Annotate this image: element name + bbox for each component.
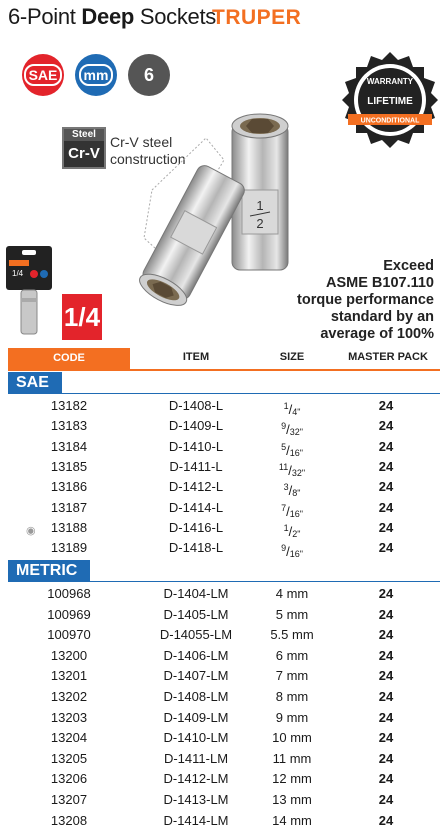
code-cell: 13189 (50, 540, 88, 556)
code-cell: 13183 (50, 418, 88, 434)
exceed-line-3: torque performance (297, 292, 434, 308)
table-row (8, 498, 440, 518)
title-prefix: 6-Point (8, 4, 82, 29)
item-cell: D-1404-LM (163, 586, 229, 601)
code-cell: 100969 (47, 606, 91, 622)
table-row (8, 518, 440, 538)
table-row (8, 584, 440, 604)
section-metric: METRIC (8, 560, 90, 582)
master-pack-cell: 24 (378, 586, 394, 601)
size-cell: 9 mm (275, 709, 309, 725)
size-numerator: 3 (283, 482, 289, 493)
item-cell: D-1412-L (168, 479, 224, 495)
svg-text:2: 2 (256, 216, 264, 231)
size-cell: 8 mm (275, 689, 309, 704)
header-code: CODE (8, 348, 130, 369)
master-pack-cell: 24 (378, 458, 394, 474)
size-numerator: 1 (283, 522, 289, 533)
size-denominator: 32" (291, 467, 306, 478)
size-denominator: 2" (292, 528, 301, 539)
item-cell: D-1408-LM (163, 689, 229, 704)
warranty-bottom: UNCONDITIONAL (360, 117, 420, 125)
table-row (8, 477, 440, 497)
size-slash: / (286, 544, 290, 560)
code-cell: 13206 (50, 771, 88, 787)
brand-logo: TRUPER (212, 6, 302, 29)
six-point-badge (128, 54, 170, 96)
title-suffix: Sockets (134, 4, 217, 29)
size-cell: 5.5 mm (270, 627, 314, 643)
steel-badge-top: Steel (64, 129, 104, 141)
six-point-label: 6 (143, 64, 154, 85)
size-slash: / (286, 442, 290, 458)
master-pack-cell: 24 (378, 668, 394, 684)
code-cell: 13205 (50, 750, 88, 766)
master-pack-cell: 24 (378, 606, 394, 622)
code-cell: 13200 (50, 647, 88, 663)
table-row (8, 605, 440, 625)
exceed-line-1: Exceed (383, 258, 434, 274)
item-cell: D-1405-LM (163, 606, 229, 622)
table-row (8, 769, 440, 789)
table-row (8, 625, 440, 645)
code-cell: 13185 (50, 458, 88, 474)
item-cell: D-1407-LM (163, 668, 229, 684)
size-slash: / (286, 503, 290, 519)
master-pack-cell: 24 (378, 709, 394, 725)
size-cell: 13 mm (272, 792, 312, 807)
master-pack-cell: 24 (378, 812, 394, 828)
table-row (8, 437, 440, 457)
table-row (8, 646, 440, 666)
item-cell: D-1406-LM (163, 647, 229, 663)
master-pack-cell: 24 (378, 750, 394, 766)
package-thumbnail (6, 246, 52, 338)
item-cell: D-1418-L (168, 540, 224, 556)
master-pack-cell: 24 (378, 647, 394, 663)
sae-badge (22, 54, 64, 96)
mm-badge-label: mm (79, 64, 114, 86)
item-cell: D-1410-LM (163, 730, 229, 746)
master-pack-cell: 24 (378, 519, 394, 535)
drive-size-badge: 1/4 (62, 294, 102, 340)
header-master-pack: MASTER PACK (348, 351, 428, 363)
size-cell: 10 mm (272, 730, 312, 746)
eye-icon: ◉ (26, 524, 36, 537)
size-slash: / (288, 523, 293, 539)
size-slash: / (288, 402, 293, 417)
code-cell: 100968 (47, 586, 91, 601)
code-cell: 13207 (50, 792, 88, 807)
master-pack-cell: 24 (378, 771, 394, 787)
asme-standard-note (297, 258, 434, 343)
item-cell: D-1409-L (168, 418, 224, 434)
table-row (8, 708, 440, 728)
table-row (8, 749, 440, 769)
steel-line-1: Cr-V steel (110, 134, 173, 150)
item-cell: D-1414-LM (163, 812, 229, 828)
code-cell: 13186 (50, 479, 88, 495)
item-cell: D-1409-LM (163, 709, 229, 725)
table-row (8, 687, 440, 707)
size-numerator: 11 (278, 461, 289, 472)
code-cell: 13208 (50, 812, 88, 828)
warranty-seal-icon (340, 50, 440, 150)
size-denominator: 32" (289, 427, 303, 438)
item-cell: D-1416-L (168, 519, 224, 535)
warranty-top: WARRANTY (366, 77, 414, 86)
page-title (8, 4, 216, 30)
size-numerator: 5 (281, 441, 287, 452)
exceed-line-4: standard by an (330, 309, 434, 325)
master-pack-cell: 24 (378, 627, 394, 643)
steel-badge-main: Cr-V (68, 145, 100, 162)
exceed-line-2: ASME B107.110 (325, 275, 434, 291)
item-cell: D-14055-LM (159, 627, 233, 643)
master-pack-cell: 24 (378, 792, 394, 807)
size-cell: 7 mm (275, 668, 309, 684)
size-cell: 12 mm (272, 771, 312, 787)
size-slash: / (288, 483, 293, 499)
size-slash: / (286, 422, 290, 438)
master-pack-cell: 24 (378, 479, 394, 495)
cr-v-steel-badge (62, 127, 106, 169)
sae-badge-label: SAE (24, 64, 63, 86)
size-denominator: 16" (289, 447, 303, 458)
table-row (8, 396, 440, 416)
table-row (8, 666, 440, 686)
size-cell: 4 mm (275, 586, 309, 601)
item-cell: D-1408-L (168, 398, 224, 413)
code-cell: 13187 (50, 499, 88, 515)
code-cell: 13182 (50, 398, 88, 413)
size-denominator: 4" (292, 407, 301, 417)
table-row (8, 538, 440, 558)
code-cell: 13188 (50, 519, 88, 535)
size-denominator: 16" (289, 549, 303, 560)
code-cell: 13201 (50, 668, 88, 684)
item-cell: D-1414-L (168, 499, 224, 515)
size-cell (252, 538, 332, 564)
item-cell: D-1411-L (169, 458, 223, 474)
master-pack-cell: 24 (378, 540, 394, 556)
section-divider (8, 393, 440, 394)
size-numerator: 9 (281, 421, 287, 432)
code-cell: 13184 (50, 438, 88, 454)
size-slash: / (288, 462, 292, 478)
item-cell: D-1411-LM (163, 750, 229, 766)
section-divider (8, 581, 440, 582)
master-pack-cell: 24 (378, 398, 394, 413)
item-cell: D-1412-LM (163, 771, 229, 787)
exceed-line-5: average of 100% (320, 326, 434, 342)
code-cell: 13202 (50, 689, 88, 704)
code-cell: 100970 (47, 627, 91, 643)
master-pack-cell: 24 (378, 418, 394, 434)
size-cell: 11 mm (272, 750, 312, 766)
table-row (8, 790, 440, 810)
master-pack-cell: 24 (378, 499, 394, 515)
size-denominator: 16" (289, 508, 303, 519)
section-sae: SAE (8, 372, 62, 394)
steel-line-2: construction (110, 151, 186, 167)
svg-text:1/4: 1/4 (12, 269, 24, 278)
size-cell: 6 mm (275, 647, 309, 663)
table-row (8, 457, 440, 477)
title-bold: Deep (81, 4, 135, 29)
table-row (8, 416, 440, 436)
deep-socket-image (136, 108, 316, 308)
size-denominator: 8" (292, 488, 301, 499)
code-cell: 13203 (50, 709, 88, 725)
table-row (8, 728, 440, 748)
size-numerator: 7 (281, 502, 287, 513)
svg-text:1: 1 (256, 198, 264, 213)
header-item: ITEM (182, 351, 210, 363)
item-cell: D-1413-LM (163, 792, 229, 807)
master-pack-cell: 24 (378, 730, 394, 746)
master-pack-cell: 24 (378, 438, 394, 454)
master-pack-cell: 24 (378, 689, 394, 704)
table-header (8, 348, 440, 371)
mm-badge (75, 54, 117, 96)
item-cell: D-1410-L (168, 438, 224, 454)
code-cell: 13204 (50, 730, 88, 746)
size-numerator: 9 (281, 543, 287, 554)
table-row (8, 811, 440, 831)
size-cell: 5 mm (275, 606, 309, 622)
size-cell: 14 mm (272, 812, 312, 828)
size-numerator: 1 (283, 401, 289, 411)
header-size: SIZE (279, 351, 305, 363)
warranty-middle: LIFETIME (367, 96, 413, 107)
